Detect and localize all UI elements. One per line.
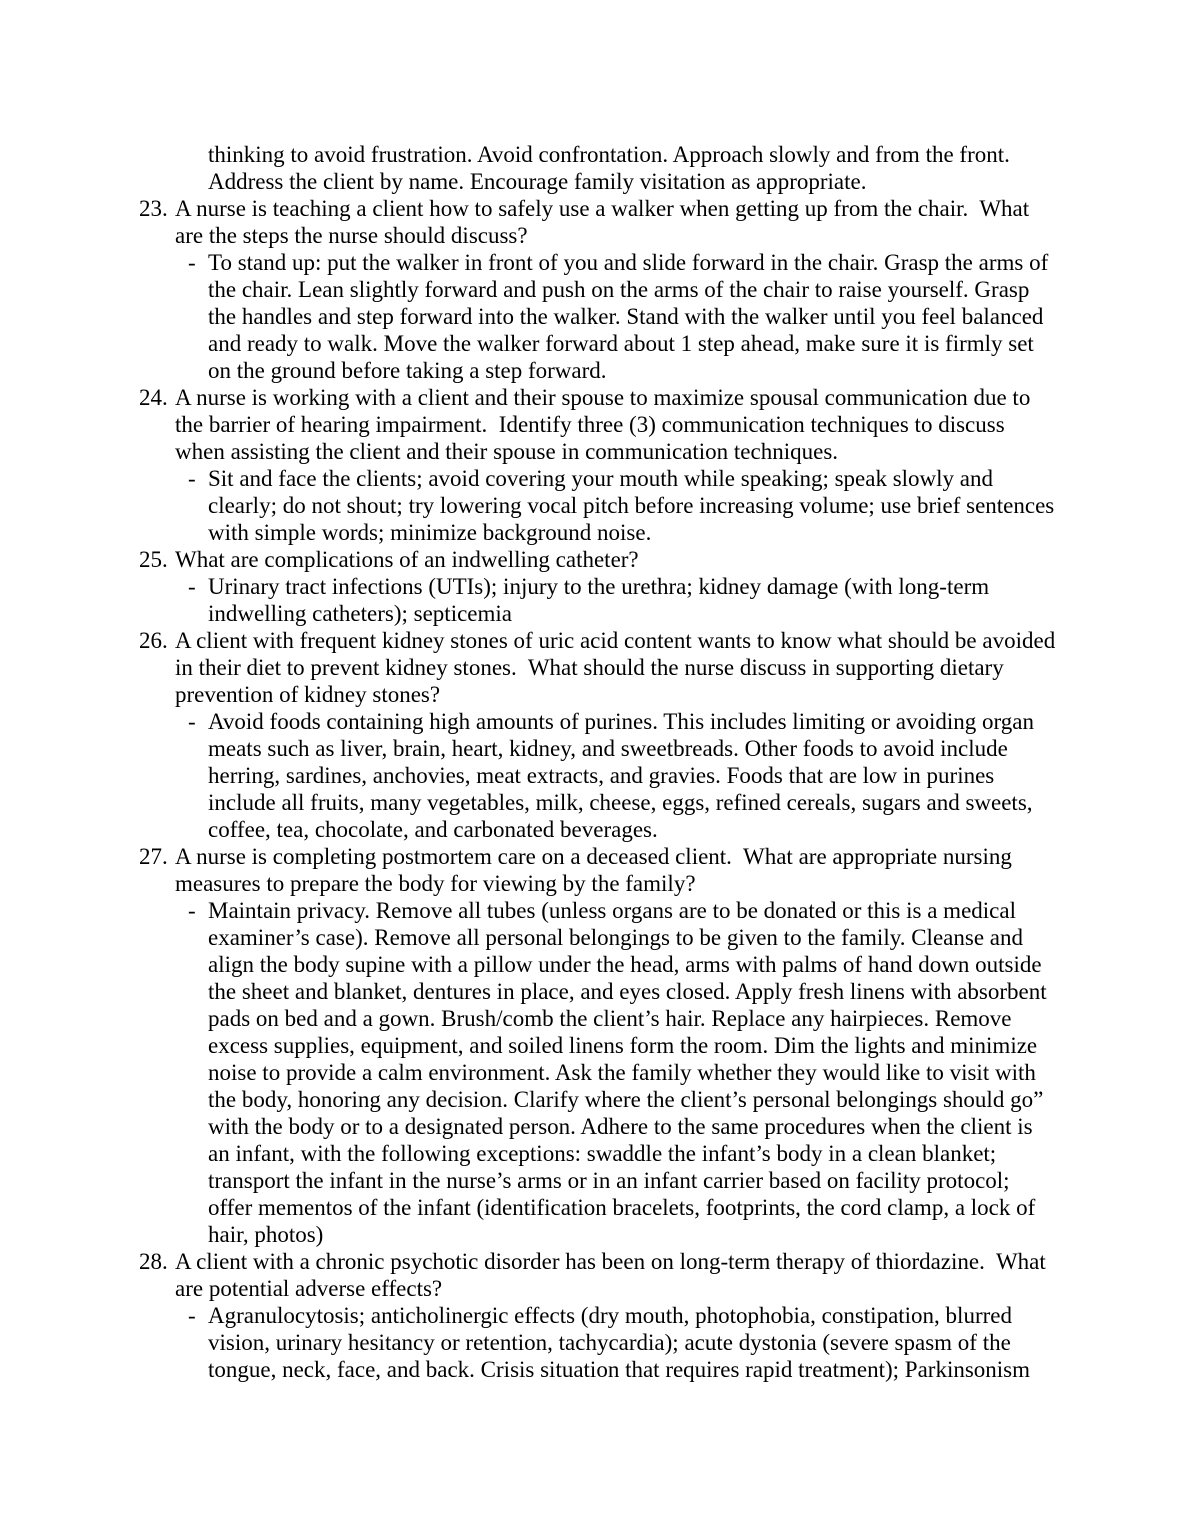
answer-line bbox=[0, 1059, 1190, 1086]
line-text: vision, urinary hesitancy or retention, tachycardia); acute dystonia (severe spasm of the bbox=[208, 1330, 1011, 1355]
answer-bullet-dash: - bbox=[188, 250, 196, 275]
answer-line bbox=[0, 924, 1190, 951]
line-text: indwelling catheters); septicemia bbox=[208, 601, 512, 626]
answer-line bbox=[0, 897, 1190, 924]
answer-line bbox=[0, 276, 1190, 303]
line-text: the chair. Lean slightly forward and push on the arms of the chair to raise yourself. Grasp bbox=[208, 277, 1030, 302]
line-text: on the ground before taking a step forward. bbox=[208, 358, 607, 383]
answer-line bbox=[0, 492, 1190, 519]
question-line bbox=[0, 411, 1190, 438]
question-number: 25. bbox=[139, 547, 168, 572]
question-block bbox=[0, 195, 1190, 249]
line-text: measures to prepare the body for viewing by the family? bbox=[175, 871, 696, 896]
line-text: coffee, tea, chocolate, and carbonated beverages. bbox=[208, 817, 658, 842]
question-line bbox=[0, 222, 1190, 249]
answer-line bbox=[0, 519, 1190, 546]
answer-block bbox=[0, 573, 1190, 627]
document-content bbox=[0, 141, 1190, 1383]
answer-line bbox=[0, 735, 1190, 762]
answer-line bbox=[0, 1194, 1190, 1221]
line-text: include all fruits, many vegetables, milk, cheese, eggs, refined cereals, sugars and sweets, bbox=[208, 790, 1033, 815]
answer-line bbox=[0, 762, 1190, 789]
answer-line bbox=[0, 1167, 1190, 1194]
question-line bbox=[0, 384, 1190, 411]
line-text: Agranulocytosis; anticholinergic effects (dry mouth, photophobia, constipation, blurred bbox=[208, 1303, 1012, 1328]
line-text: the barrier of hearing impairment. Identify three (3) communication techniques to discuss bbox=[175, 412, 1005, 437]
answer-line bbox=[0, 357, 1190, 384]
line-text: thinking to avoid frustration. Avoid confrontation. Approach slowly and from the front. bbox=[208, 142, 1010, 167]
question-number: 24. bbox=[139, 385, 168, 410]
question-line bbox=[0, 843, 1190, 870]
answer-block bbox=[0, 249, 1190, 384]
answer-line bbox=[0, 330, 1190, 357]
question-line bbox=[0, 546, 1190, 573]
line-text: with simple words; minimize background noise. bbox=[208, 520, 652, 545]
answer-line bbox=[0, 789, 1190, 816]
question-block bbox=[0, 384, 1190, 465]
line-text: when assisting the client and their spouse in communication techniques. bbox=[175, 439, 839, 464]
question-number: 23. bbox=[139, 196, 168, 221]
line-text: are potential adverse effects? bbox=[175, 1276, 443, 1301]
answer-bullet-dash: - bbox=[188, 466, 196, 491]
line-text: in their diet to prevent kidney stones. What should the nurse discuss in supporting dietary bbox=[175, 655, 1004, 680]
answer-line bbox=[0, 1356, 1190, 1383]
answer-line bbox=[0, 816, 1190, 843]
question-line bbox=[0, 195, 1190, 222]
question-block bbox=[0, 546, 1190, 573]
question-number: 26. bbox=[139, 628, 168, 653]
line-text: with the body or to a designated person. Adhere to the same procedures when the client is bbox=[208, 1114, 1033, 1139]
question-line bbox=[0, 627, 1190, 654]
answer-block bbox=[0, 465, 1190, 546]
answer-line bbox=[0, 1005, 1190, 1032]
line-text: the sheet and blanket, dentures in place, and eyes closed. Apply fresh linens with absorbent bbox=[208, 979, 1047, 1004]
question-line bbox=[0, 681, 1190, 708]
line-text: Avoid foods containing high amounts of purines. This includes limiting or avoiding organ bbox=[208, 709, 1035, 734]
line-text: What are complications of an indwelling catheter? bbox=[175, 547, 639, 572]
line-text: A nurse is working with a client and their spouse to maximize spousal communication due to bbox=[175, 385, 1031, 410]
answer-line bbox=[0, 1221, 1190, 1248]
answer-block bbox=[0, 1302, 1190, 1383]
question-block bbox=[0, 627, 1190, 708]
answer-line bbox=[0, 1329, 1190, 1356]
line-text: Urinary tract infections (UTIs); injury to the urethra; kidney damage (with long-term bbox=[208, 574, 990, 599]
line-text: A client with a chronic psychotic disorder has been on long-term therapy of thiordazine. What bbox=[175, 1249, 1046, 1274]
line-text: meats such as liver, brain, heart, kidney, and sweetbreads. Other foods to avoid include bbox=[208, 736, 1008, 761]
line-text: pads on bed and a gown. Brush/comb the client’s hair. Replace any hairpieces. Remove bbox=[208, 1006, 1012, 1031]
line-text: transport the infant in the nurse’s arms or in an infant carrier based on facility protocol; bbox=[208, 1168, 1010, 1193]
line-text: A client with frequent kidney stones of uric acid content wants to know what should be avoided bbox=[175, 628, 1056, 653]
question-block bbox=[0, 843, 1190, 897]
answer-bullet-dash: - bbox=[188, 898, 196, 923]
question-number: 27. bbox=[139, 844, 168, 869]
line-text: hair, photos) bbox=[208, 1222, 324, 1247]
line-text: Sit and face the clients; avoid covering your mouth while speaking; speak slowly and bbox=[208, 466, 994, 491]
line-text: A nurse is teaching a client how to safely use a walker when getting up from the chair. What bbox=[175, 196, 1030, 221]
line-text: Address the client by name. Encourage family visitation as appropriate. bbox=[208, 169, 867, 194]
line-text: offer mementos of the infant (identification bracelets, footprints, the cord clamp, a lock of bbox=[208, 1195, 1036, 1220]
answer-block bbox=[0, 897, 1190, 1248]
line-text: excess supplies, equipment, and soiled linens form the room. Dim the lights and minimize bbox=[208, 1033, 1038, 1058]
question-line bbox=[0, 1275, 1190, 1302]
line-text: and ready to walk. Move the walker forward about 1 step ahead, make sure it is firmly set bbox=[208, 331, 1034, 356]
answer-block bbox=[0, 708, 1190, 843]
line-text: noise to provide a calm environment. Ask the family whether they would like to visit with bbox=[208, 1060, 1036, 1085]
answer-bullet-dash: - bbox=[188, 709, 196, 734]
line-text: prevention of kidney stones? bbox=[175, 682, 441, 707]
question-line bbox=[0, 438, 1190, 465]
line-text: herring, sardines, anchovies, meat extracts, and gravies. Foods that are low in purines bbox=[208, 763, 995, 788]
line-text: tongue, neck, face, and back. Crisis situation that requires rapid treatment); Parkinsonism bbox=[208, 1357, 1031, 1382]
answer-line bbox=[0, 141, 1190, 168]
answer-line bbox=[0, 303, 1190, 330]
answer-line bbox=[0, 1302, 1190, 1329]
question-line bbox=[0, 654, 1190, 681]
line-text: examiner’s case). Remove all personal belongings to be given to the family. Cleanse and bbox=[208, 925, 1023, 950]
line-text: the handles and step forward into the walker. Stand with the walker until you feel balanced bbox=[208, 304, 1044, 329]
line-text: align the body supine with a pillow under the head, arms with palms of hand down outside bbox=[208, 952, 1042, 977]
answer-line bbox=[0, 978, 1190, 1005]
answer-line bbox=[0, 249, 1190, 276]
answer-line bbox=[0, 465, 1190, 492]
question-block bbox=[0, 1248, 1190, 1302]
answer-line bbox=[0, 1032, 1190, 1059]
line-text: A nurse is completing postmortem care on a deceased client. What are appropriate nursing bbox=[175, 844, 1012, 869]
question-number: 28. bbox=[139, 1249, 168, 1274]
answer-continuation-block bbox=[0, 141, 1190, 195]
answer-bullet-dash: - bbox=[188, 1303, 196, 1328]
answer-line bbox=[0, 1113, 1190, 1140]
answer-line bbox=[0, 1140, 1190, 1167]
answer-line bbox=[0, 951, 1190, 978]
line-text: To stand up: put the walker in front of you and slide forward in the chair. Grasp the arms of bbox=[208, 250, 1049, 275]
answer-line bbox=[0, 573, 1190, 600]
answer-line bbox=[0, 600, 1190, 627]
answer-line bbox=[0, 1086, 1190, 1113]
line-text: are the steps the nurse should discuss? bbox=[175, 223, 528, 248]
line-text: an infant, with the following exceptions: swaddle the infant’s body in a clean blanket; bbox=[208, 1141, 997, 1166]
line-text: Maintain privacy. Remove all tubes (unless organs are to be donated or this is a medical bbox=[208, 898, 1016, 923]
answer-line bbox=[0, 168, 1190, 195]
answer-line bbox=[0, 708, 1190, 735]
question-line bbox=[0, 870, 1190, 897]
question-line bbox=[0, 1248, 1190, 1275]
line-text: the body, honoring any decision. Clarify where the client’s personal belongings should go” bbox=[208, 1087, 1044, 1112]
line-text: clearly; do not shout; try lowering vocal pitch before increasing volume; use brief sentences bbox=[208, 493, 1055, 518]
answer-bullet-dash: - bbox=[188, 574, 196, 599]
